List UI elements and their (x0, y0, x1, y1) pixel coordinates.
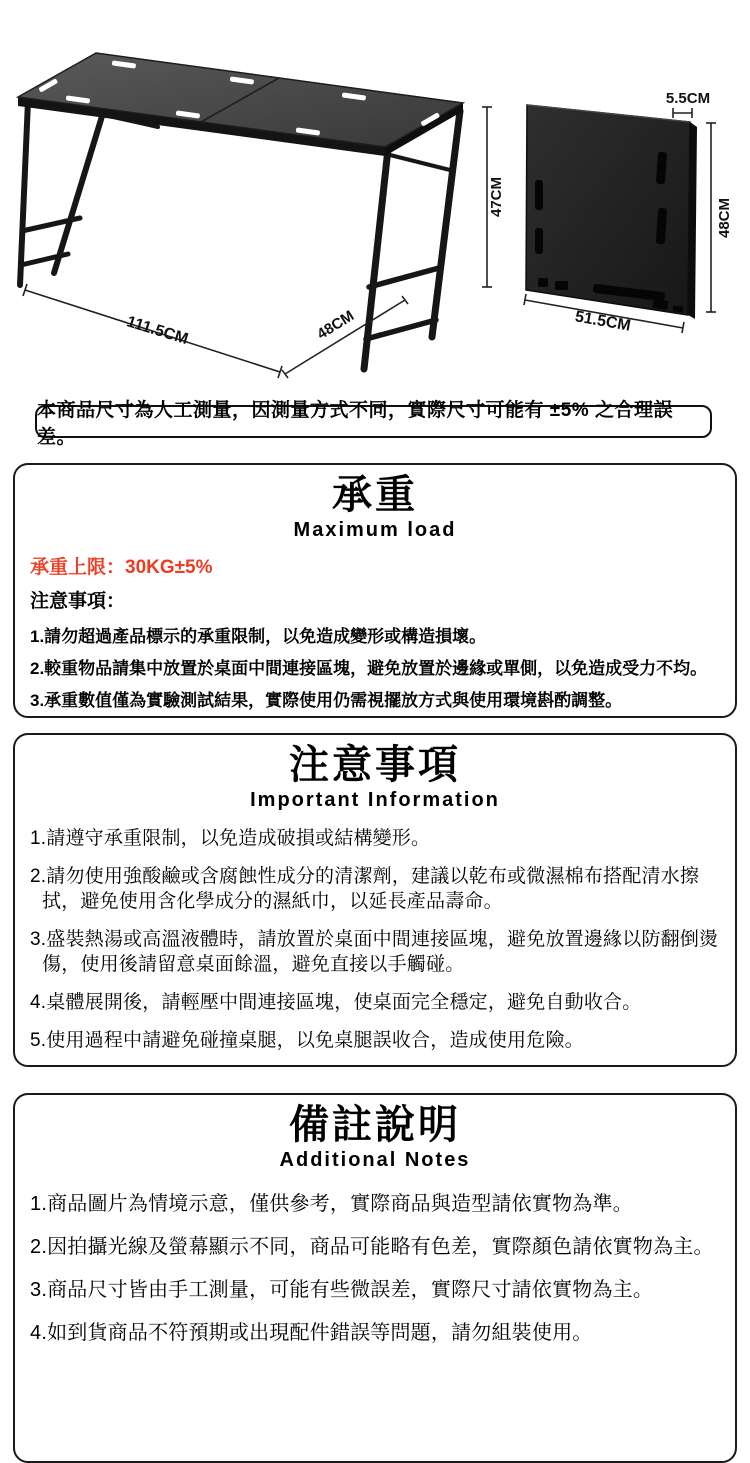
note-item: 2.較重物品請集中放置於桌面中間連接區塊，避免放置於邊緣或單側，以免造成受力不均。 (30, 658, 708, 678)
note-item: 4.桌體展開後，請輕壓中間連接區塊，使桌面完全穩定，避免自動收合。 (30, 992, 642, 1014)
note-item: 3.盛裝熱湯或高溫液體時，請放置於桌面中間連接區塊，避免放置邊緣以防翻倒燙傷，使用後請留意桌面餘溫，避免直接以手觸碰。 (30, 929, 719, 976)
tabletop (18, 53, 463, 156)
load-lead: 注意事項： (30, 590, 126, 612)
section-body (15, 557, 735, 717)
note-item: 1.請遵守承重限制，以免造成破損或結構變形。 (30, 828, 431, 850)
section-title: 備註說明 (289, 1103, 461, 1147)
product-figures (0, 0, 750, 400)
section-body (15, 826, 735, 1053)
load-limit-highlight: 承重上限：30KG±5% (30, 557, 213, 579)
note-item: 4.如到貨商品不符預期或出現配件錯誤等問題，請勿組裝使用。 (30, 1322, 593, 1345)
section-additional-notes (13, 1093, 737, 1463)
section-subtitle: Additional Notes (279, 1149, 471, 1172)
section-max-load (13, 463, 737, 718)
dimension-label-height: 47CM (488, 176, 505, 218)
section-subtitle: Maximum load (293, 519, 457, 542)
note-item: 3.承重數值僅為實驗測試結果，實際使用仍需視擺放方式與使用環境斟酌調整。 (30, 690, 623, 710)
folded-table-figure (505, 80, 750, 355)
folded-panel (526, 105, 697, 319)
note-item: 2.請勿使用強酸鹼或含腐蝕性成分的清潔劑，建議以乾布或微濕棉布搭配清水擦拭，避免使用含化學成分的濕紙巾，以延長產品壽命。 (30, 866, 700, 913)
note-item: 5.使用過程中請避免碰撞桌腿，以免桌腿誤收合，造成使用危險。 (30, 1030, 584, 1052)
disclaimer-text: 本商品尺寸為人工測量，因測量方式不同，實際尺寸可能有 ±5% 之合理誤差。 (37, 399, 673, 448)
unfolded-table-figure (8, 35, 508, 390)
note-item: 3.商品尺寸皆由手工測量，可能有些微誤差，實際尺寸請依實物為主。 (30, 1279, 654, 1302)
note-item: 1.商品圖片為情境示意，僅供參考，實際商品與造型請依實物為準。 (30, 1193, 633, 1216)
dimension-label-depth: 48CM (314, 307, 358, 343)
note-item: 1.請勿超過產品標示的承重限制，以免造成變形或構造損壞。 (30, 626, 487, 646)
dimension-label-folded-width: 51.5CM (573, 308, 632, 335)
load-items (30, 621, 720, 717)
note-item: 2.因拍攝光線及螢幕顯示不同，商品可能略有色差，實際顏色請依實物為主。 (30, 1236, 714, 1259)
section-title: 承重 (332, 473, 418, 517)
dimension-label-thickness: 5.5CM (665, 90, 711, 107)
dimension-label-folded-height: 48CM (716, 197, 733, 239)
dimension-label-width: 111.5CM (124, 313, 190, 349)
section-body (15, 1192, 735, 1345)
section-important-info (13, 733, 737, 1067)
section-title: 注意事項 (289, 743, 461, 787)
section-subtitle: Important Information (250, 789, 500, 812)
measurement-disclaimer (35, 399, 712, 448)
